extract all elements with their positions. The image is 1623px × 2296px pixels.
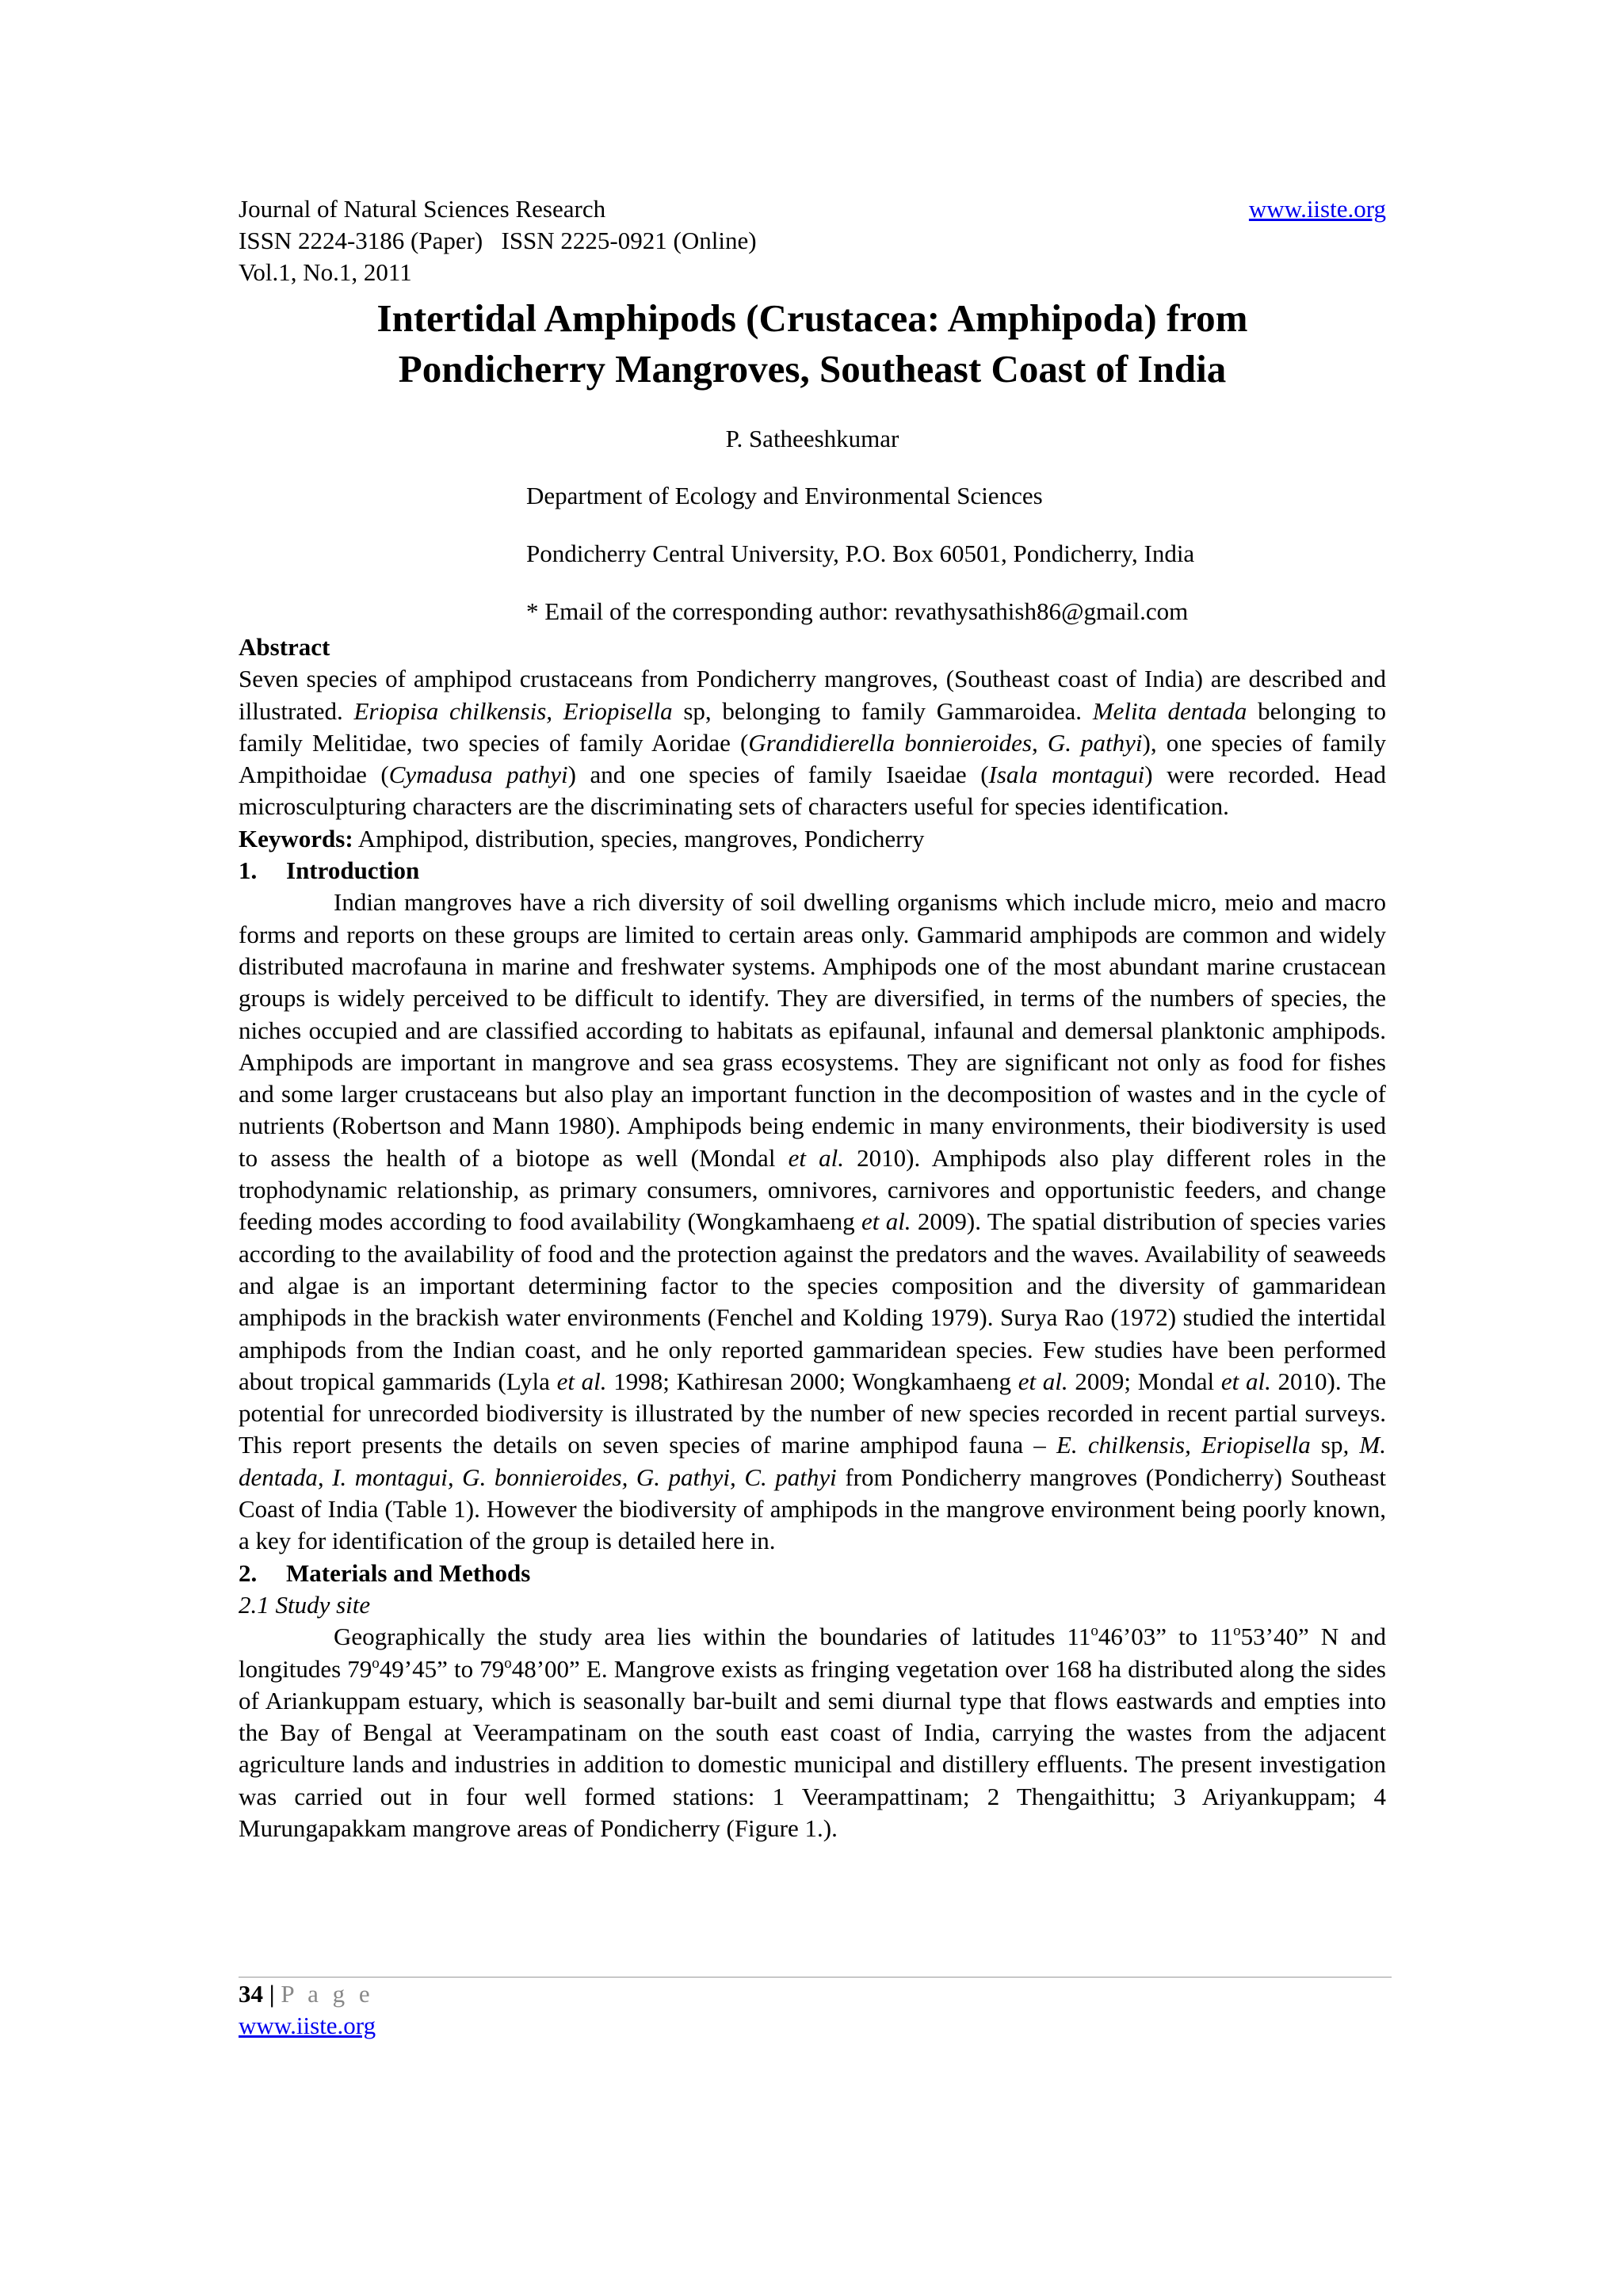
journal-url-link[interactable]: www.iiste.org: [1248, 195, 1386, 223]
journal-header: [239, 193, 1386, 288]
keywords: Keywords: Amphipod, distribution, species, mangroves, Pondicherry: [239, 824, 925, 852]
subsection-study-site: 2.1 Study site: [239, 1590, 371, 1619]
title-line-1: Intertidal Amphipods (Crustacea: Amphipoda) from: [376, 296, 1248, 340]
journal-name: Journal of Natural Sciences Research: [239, 195, 606, 223]
footer-divider: [239, 1977, 1392, 1978]
paper-title: [239, 293, 1386, 395]
author-block: [239, 423, 1386, 654]
author-email: * Email of the corresponding author: revathysathish86@gmail.com: [526, 597, 1189, 625]
section-introduction-heading: 1. Introduction: [239, 856, 420, 885]
issn-line: ISSN 2224-3186 (Paper) ISSN 2225-0921 (Online): [239, 227, 757, 254]
study-site-paragraph: Geographically the study area lies within the boundaries of latitudes 11$^o$46’03” to 11$^o$53’40” N and longitudes 79$^o$49’45” to 79$^o$48’00” E. Mangrove exists as fringing vegetation over 168 ha distributed along the sides of Ariankuppam estuary, which is seasonally bar-built and semi diurnal type that flows eastwards and empties into the Bay of Bengal at Veerampatinam on the south east coast of India, carrying the wastes from the adjacent agriculture lands and industries in addition to domestic municipal and distillery effluents. The present investigation was carried out in four well formed stations: 1 Veerampattinam; 2 Thengaithittu; 3 Ariyankuppam; 4 Murungapakkam mangrove areas of Pondicherry (Figure 1.).: [239, 1623, 1387, 1842]
page-number: 34 | P a g e: [239, 1980, 374, 2008]
page-footer: [239, 1978, 376, 2042]
abstract-heading: Abstract: [239, 633, 330, 661]
introduction-paragraph: Indian mangroves have a rich diversity of soil dwelling organisms which include micro, meio and macro forms and reports on these groups are limited to certain areas only. Gammarid amphipods are common and widely distributed macrofauna in marine and freshwater systems. Amphipods one of the most abundant marine crustacean groups is widely perceived to be difficult to identify. They are diversified, in terms of the numbers of species, the niches occupied and are classified according to habitats as epifaunal, infaunal and demersal planktonic amphipods. Amphipods are important in mangrove and sea grass ecosystems. They are significant not only as food for fishes and some larger crustaceans but also play an important function in the decomposition of wastes and in the cycle of nutrients (Robertson and Mann 1980). Amphipods being endemic in many environments, their biodiversity is used to assess the health of a biotope as well (Mondal et al. 2010). Amphipods also play different roles in the trophodynamic relationship, as primary consumers, omnivores, carnivores and opportunistic feeders, and change feeding modes according to food availability (Wongkamhaeng et al. 2009). The spatial distribution of species varies according to the availability of food and the protection against the predators and the waves. Availability of seaweeds and algae is an important determining factor to the species composition and the diversity of gammaridean amphipods in the brackish water environments (Fenchel and Kolding 1979). Surya Rao (1972) studied the intertidal amphipods from the Indian coast, and he only reported gammaridean species. Few studies have been performed about tropical gammarids (Lyla et al. 1998; Kathiresan 2000; Wongkamhaeng et al. 2009; Mondal et al. 2010). The potential for unrecorded biodiversity is illustrated by the number of new species recorded in recent partial surveys. This report presents the details on seven species of marine amphipod fauna – E. chilkensis, Eriopisella sp, M. dentada, I. montagui, G. bonnieroides, G. pathyi, C. pathyi from Pondicherry mangroves (Pondicherry) Southeast Coast of India (Table 1). However the biodiversity of amphipods in the mangrove environment being poorly known, a key for identification of the group is detailed here in.: [239, 888, 1386, 1555]
section-methods-heading: 2. Materials and Methods: [239, 1558, 531, 1587]
author-name: P. Satheeshkumar: [725, 425, 899, 452]
title-line-2: Pondicherry Mangroves, Southeast Coast of India: [398, 347, 1227, 391]
author-department: Department of Ecology and Environmental Sciences: [526, 482, 1043, 509]
author-university: Pondicherry Central University, P.O. Box 60501, Pondicherry, India: [526, 540, 1195, 567]
paper-body: [239, 631, 1386, 1844]
abstract-text: Seven species of amphipod crustaceans from Pondicherry mangroves, (Southeast coast of India) are described and illustrated. Eriopisa chilkensis, Eriopisella sp, belonging to family Gammaroidea. Melita dentada belonging to family Melitidae, two species of family Aoridae (Grandidierella bonnieroides, G. pathyi), one species of family Ampithoidae (Cymadusa pathyi) and one species of family Isaeidae (Isala montagui) were recorded. Head microsculpturing characters are the discriminating sets of characters useful for species identification.: [239, 665, 1386, 821]
keywords-label: Keywords:: [239, 824, 353, 852]
footer-url-link[interactable]: www.iiste.org: [239, 2012, 376, 2039]
volume-line: Vol.1, No.1, 2011: [239, 258, 412, 286]
affiliation: [526, 480, 1386, 627]
